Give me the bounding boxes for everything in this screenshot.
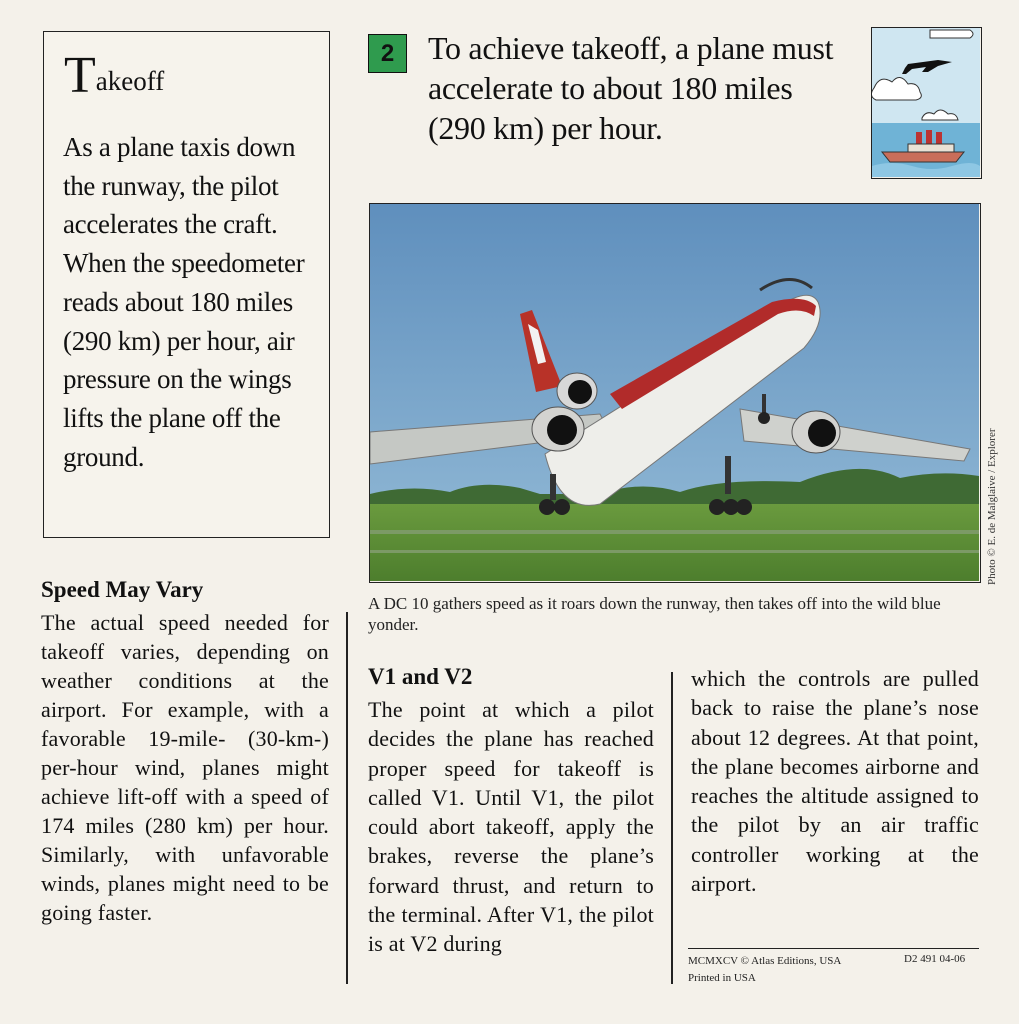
product-code: D2 491 04-06 <box>904 953 966 965</box>
intro-title <box>64 47 165 104</box>
speed-section-heading: Speed May Vary <box>41 577 204 602</box>
column-divider <box>346 612 348 984</box>
v-section-heading: V1 and V2 <box>368 664 473 689</box>
intro-body: As a plane taxis down the runway, the pilot accelerates the craft. When the speedometer reads about 180 miles (290 km) per hour, air pressure on the wings lifts the plane off the ground. <box>63 132 305 472</box>
v-section-column-2: which the controls are pulled back to raise the plane’s nose about 12 degrees. At that point, the plane becomes airborne and reaches the altitude assigned to the pilot by an air traffic controller working at the airport. <box>691 666 979 897</box>
v-section-column-1: The point at which a pilot decides the plane has reached proper speed for takeoff is called V1. Until V1, the pilot could abort takeoff, apply the brakes, reverse the plane’s forward thrust, and return to the terminal. After V1, the pilot is at V2 during <box>368 697 654 957</box>
takeoff-photo <box>369 203 981 583</box>
speed-section-body: The actual speed needed for takeoff varies, depending on weather conditions at the airport. For example, with a favorable 19-mile- (30-km-) per-hour wind, planes might achieve lift-off with a speed of 174 miles (280 km) per hour. Similarly, with unfavorable winds, planes might need to be going faster. <box>41 610 329 925</box>
step-number-badge: 2 <box>368 34 407 73</box>
photo-caption: A DC 10 gathers speed as it roars down the runway, then takes off into the wild blue yonder. <box>368 594 941 634</box>
airplane-over-ship-icon <box>871 27 982 179</box>
photo-credit: Photo © E. de Malglaive / Explorer <box>986 428 998 585</box>
intro-title-rest: akeoff <box>95 66 165 96</box>
intro-title-initial: T <box>64 47 96 104</box>
copyright <box>688 953 841 987</box>
copyright-line-1: MCMXCV © Atlas Editions, USA <box>688 955 842 967</box>
copyright-line-2: Printed in USA <box>688 972 756 984</box>
footer-divider <box>688 948 979 949</box>
intro-box <box>43 31 330 538</box>
column-divider <box>671 672 673 984</box>
photo-credit-area <box>986 428 1006 785</box>
step-headline: To achieve takeoff, a plane must accelerate to about 180 miles (290 km) per hour. <box>428 30 834 146</box>
